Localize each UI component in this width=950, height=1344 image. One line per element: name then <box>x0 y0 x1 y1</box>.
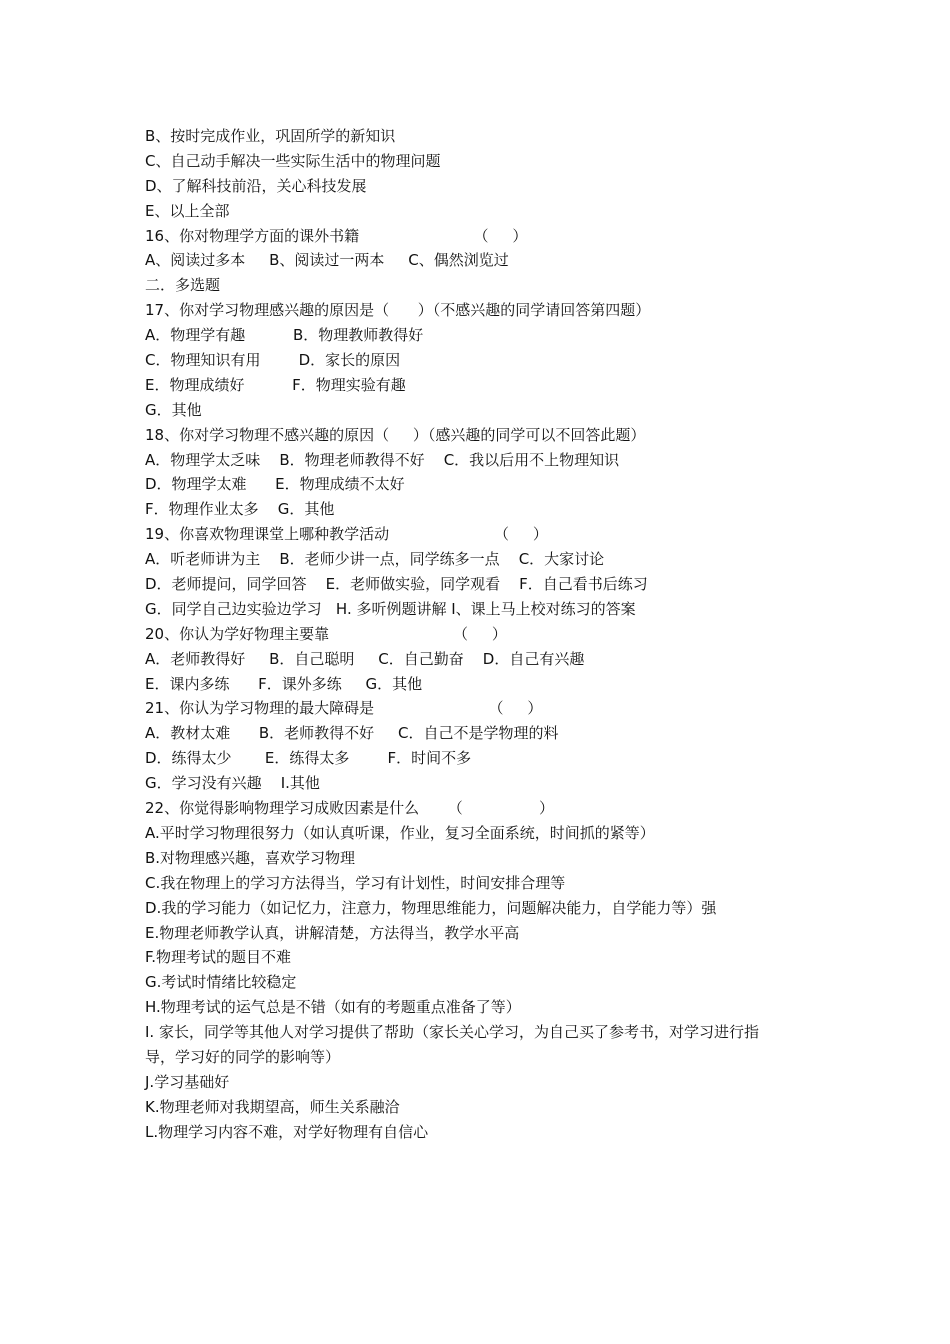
option-line: B.对物理感兴趣，喜欢学习物理 <box>145 848 356 867</box>
option-line: G．同学自己边实验边学习 H. 多听例题讲解 I、课上马上校对练习的答案 <box>145 599 636 618</box>
option-line: F．物理作业太多 G．其他 <box>145 500 335 519</box>
option-line: E.物理老师教学认真，讲解清楚，方法得当，教学水平高 <box>145 923 520 942</box>
option-line: A．教材太难 B．老师教得不好 C．自己不是学物理的料 <box>145 724 559 743</box>
option-line: E．课内多练 F．课外多练 G．其他 <box>145 674 423 693</box>
option-line-wrapped: I. 家长，同学等其他人对学习提供了帮助（家长关心学习，为自己买了参考书，对学习进行指 <box>145 1023 759 1042</box>
question-17: 17、你对学习物理感兴趣的原因是（ ）（不感兴趣的同学请回答第四题） <box>145 301 651 320</box>
question-16: 16、你对物理学方面的课外书籍 （ ） <box>145 226 528 245</box>
option-line: J.学习基础好 <box>145 1072 230 1091</box>
option-line: L.物理学习内容不难，对学好物理有自信心 <box>145 1122 429 1141</box>
option-line: D．物理学太难 E．物理成绩不太好 <box>145 475 405 494</box>
option-line: D．练得太少 E．练得太多 F．时间不多 <box>145 749 472 768</box>
option-line: H.物理考试的运气总是不错（如有的考题重点准备了等） <box>145 998 521 1017</box>
option-line: E．物理成绩好 F．物理实验有趣 <box>145 375 406 394</box>
option-line: C、自己动手解决一些实际生活中的物理问题 <box>145 151 441 170</box>
option-line: D.我的学习能力（如记忆力，注意力，物理思维能力，问题解决能力，自学能力等）强 <box>145 898 717 917</box>
option-line: A、阅读过多本 B、阅读过一两本 C、偶然浏览过 <box>145 251 509 270</box>
question-21: 21、你认为学习物理的最大障碍是 （ ） <box>145 699 543 718</box>
question-22: 22、你觉得影响物理学习成败因素是什么 （ ） <box>145 799 554 818</box>
option-line: C.我在物理上的学习方法得当，学习有计划性，时间安排合理等 <box>145 873 566 892</box>
option-line: G.考试时情绪比较稳定 <box>145 973 297 992</box>
option-line: E、以上全部 <box>145 201 230 220</box>
option-line: A．物理学有趣 B．物理教师教得好 <box>145 326 424 345</box>
option-line-continuation: 导，学习好的同学的影响等） <box>145 1047 341 1066</box>
questionnaire-body <box>145 124 815 1145</box>
question-18: 18、你对学习物理不感兴趣的原因（ ）（感兴趣的同学可以不回答此题） <box>145 425 646 444</box>
option-line: C．物理知识有用 D．家长的原因 <box>145 351 401 370</box>
option-line: A．老师教得好 B．自己聪明 C．自己勤奋 D．自己有兴趣 <box>145 649 585 668</box>
option-line: A．物理学太乏味 B．物理老师教得不好 C．我以后用不上物理知识 <box>145 450 620 469</box>
question-20: 20、你认为学好物理主要靠 （ ） <box>145 624 507 643</box>
option-line: A．听老师讲为主 B．老师少讲一点，同学练多一点 C．大家讨论 <box>145 550 605 569</box>
option-line: A.平时学习物理很努力（如认真听课，作业，复习全面系统，时间抓的紧等） <box>145 823 655 842</box>
question-19: 19、你喜欢物理课堂上哪种教学活动 （ ） <box>145 525 548 544</box>
option-line: G．其他 <box>145 400 202 419</box>
section-heading: 二．多选题 <box>145 276 221 295</box>
option-line: D、了解科技前沿，关心科技发展 <box>145 176 367 195</box>
option-line: B、按时完成作业，巩固所学的新知识 <box>145 127 396 145</box>
option-line: K.物理老师对我期望高，师生关系融洽 <box>145 1097 400 1116</box>
option-line: G．学习没有兴趣 I.其他 <box>145 774 320 793</box>
option-line: D．老师提问，同学回答 E．老师做实验，同学观看 F．自己看书后练习 <box>145 575 648 594</box>
option-line: F.物理考试的题目不难 <box>145 948 291 967</box>
